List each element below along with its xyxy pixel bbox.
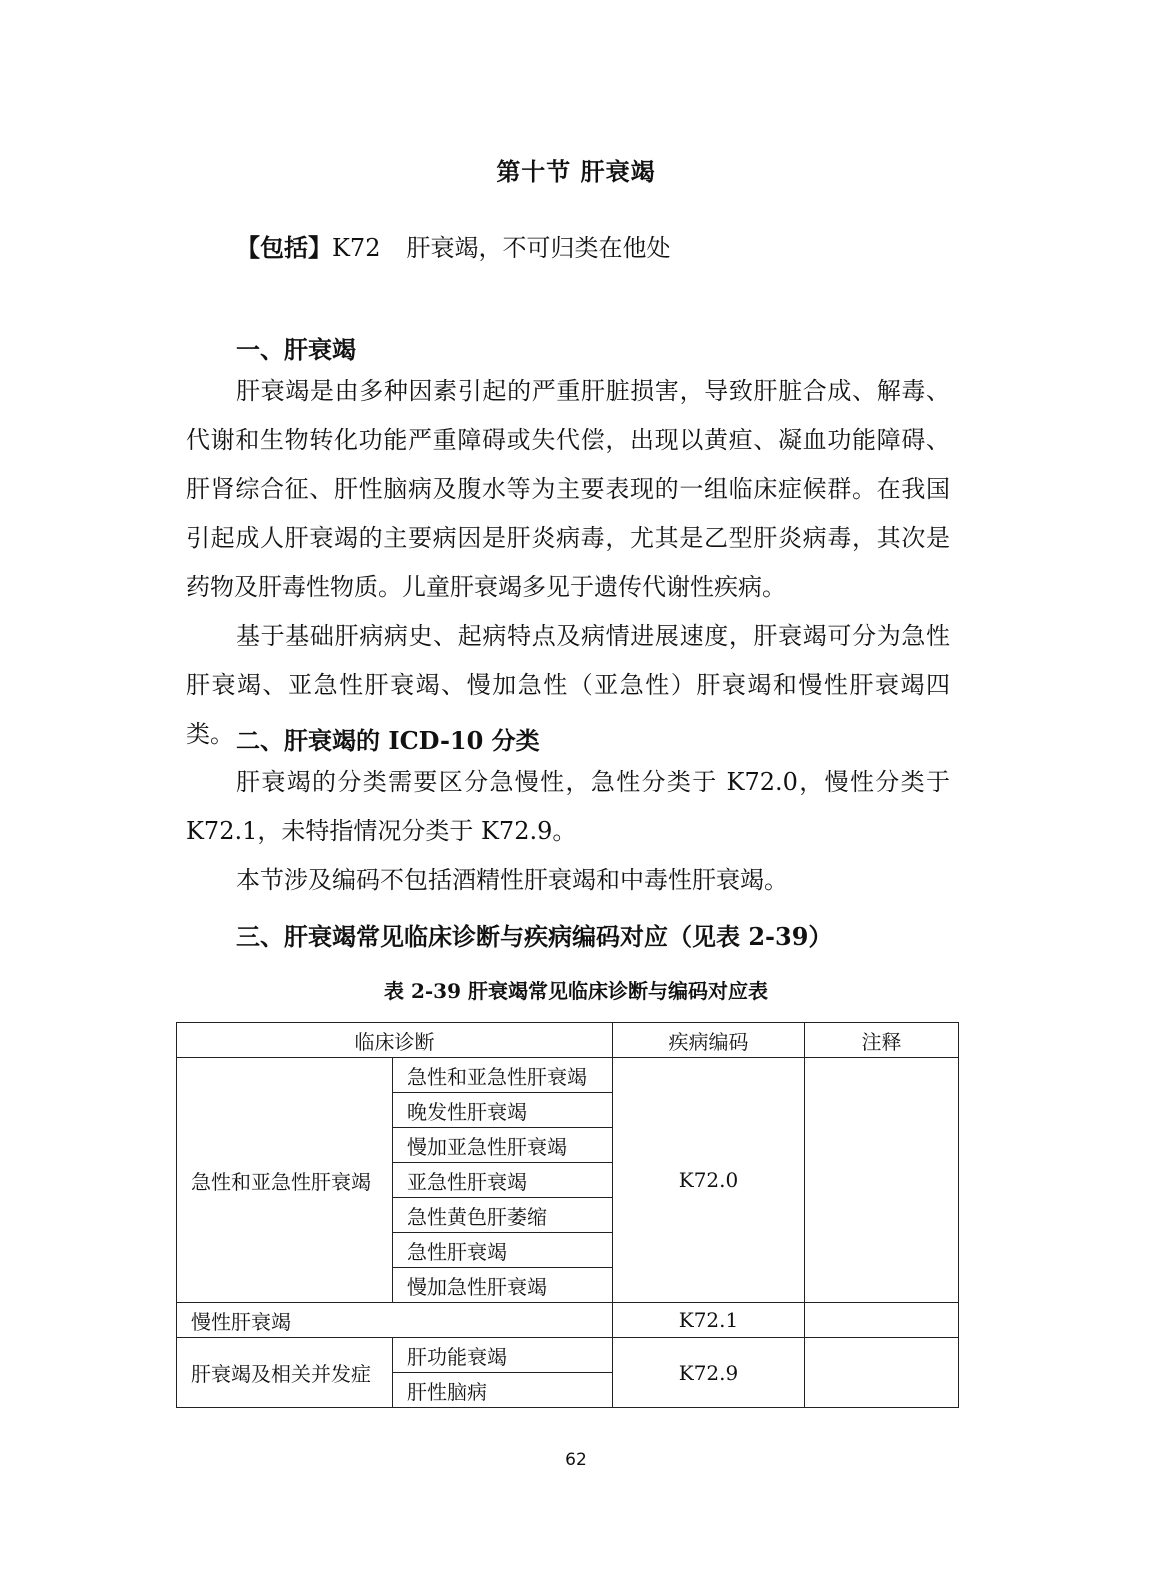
table-header-row	[177, 1023, 959, 1058]
section-title: 第十节 肝衰竭	[496, 157, 656, 186]
table-row	[177, 1338, 959, 1373]
include-code: K72	[332, 234, 381, 262]
group-name: 急性和亚急性肝衰竭	[177, 1058, 393, 1303]
include-label: 【包括】	[236, 233, 332, 262]
table-row	[177, 1058, 959, 1093]
diagnosis-item: 急性和亚急性肝衰竭	[393, 1058, 613, 1093]
group-name: 慢性肝衰竭	[177, 1303, 613, 1338]
diagnosis-code-table	[176, 1022, 959, 1408]
diagnosis-item: 急性肝衰竭	[393, 1233, 613, 1268]
header-clinical-diagnosis: 临床诊断	[177, 1023, 613, 1058]
include-line	[236, 228, 670, 263]
diagnosis-item: 慢加亚急性肝衰竭	[393, 1128, 613, 1163]
diagnosis-item: 肝性脑病	[393, 1373, 613, 1408]
paragraph-definition: 肝衰竭是由多种因素引起的严重肝脏损害，导致肝脏合成、解毒、代谢和生物转化功能严重障碍或失代偿，出现以黄疸、凝血功能障碍、肝肾综合征、肝性脑病及腹水等为主要表现的一组临床症候群。在我国引起成人肝衰竭的主要病因是肝炎病毒，尤其是乙型肝炎病毒，其次是药物及肝毒性物质。儿童肝衰竭多见于遗传代谢性疾病。	[186, 377, 950, 601]
diagnosis-item: 晚发性肝衰竭	[393, 1093, 613, 1128]
diagnosis-item: 慢加急性肝衰竭	[393, 1268, 613, 1303]
heading-diagnosis-mapping: 三、肝衰竭常见临床诊断与疾病编码对应（见表 2-39）	[236, 922, 833, 951]
note-cell	[805, 1303, 959, 1338]
disease-code: K72.0	[613, 1058, 805, 1303]
table-caption: 表 2-39 肝衰竭常见临床诊断与编码对应表	[384, 979, 768, 1003]
heading-liver-failure: 一、肝衰竭	[236, 335, 356, 364]
disease-code: K72.1	[613, 1303, 805, 1338]
disease-code: K72.9	[613, 1338, 805, 1408]
page-number: 62	[565, 1450, 587, 1470]
group-name: 肝衰竭及相关并发症	[177, 1338, 393, 1408]
paragraph-icd10-codes: 肝衰竭的分类需要区分急慢性，急性分类于 K72.0，慢性分类于 K72.1，未特指情况分类于 K72.9。	[186, 768, 950, 845]
note-cell	[805, 1338, 959, 1408]
include-text: 肝衰竭，不可归类在他处	[406, 234, 671, 262]
table-row	[177, 1303, 959, 1338]
diagnosis-item: 亚急性肝衰竭	[393, 1163, 613, 1198]
header-disease-code: 疾病编码	[613, 1023, 805, 1058]
note-cell	[805, 1058, 959, 1303]
paragraph-exclusion: 本节涉及编码不包括酒精性肝衰竭和中毒性肝衰竭。	[236, 866, 788, 894]
heading-icd10: 二、肝衰竭的 ICD-10 分类	[236, 726, 540, 755]
diagnosis-item: 肝功能衰竭	[393, 1338, 613, 1373]
paragraph-classification-types: 基于基础肝病病史、起病特点及病情进展速度，肝衰竭可分为急性肝衰竭、亚急性肝衰竭、慢加急性（亚急性）肝衰竭和慢性肝衰竭四类。	[186, 622, 950, 748]
diagnosis-item: 急性黄色肝萎缩	[393, 1198, 613, 1233]
header-note: 注释	[805, 1023, 959, 1058]
